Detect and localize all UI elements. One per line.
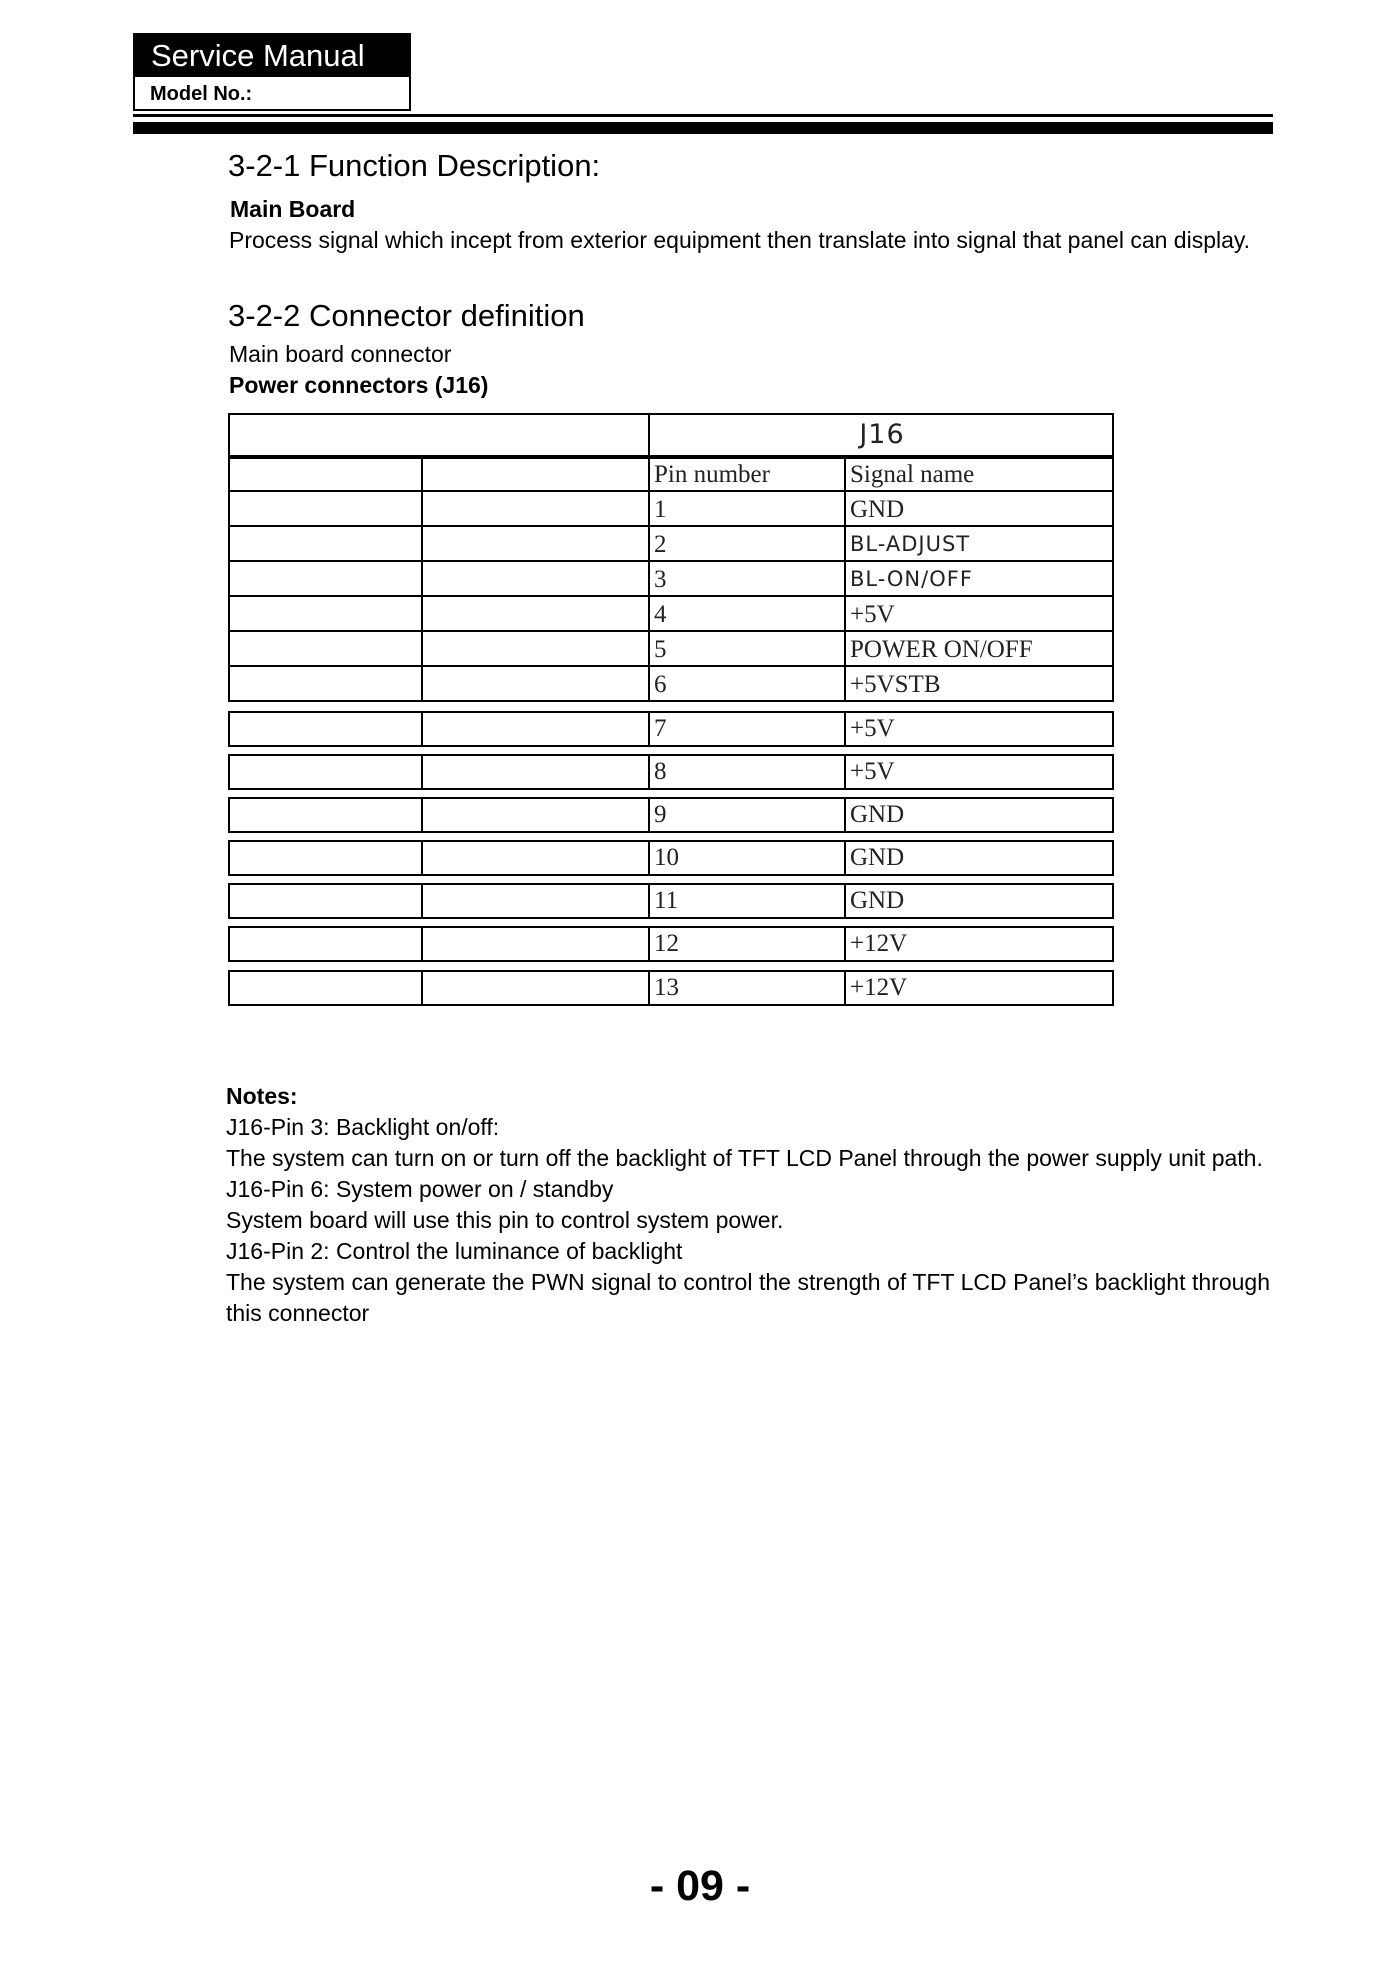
- table-divider: [421, 457, 423, 492]
- signal-name-cell: +5VSTB: [850, 671, 941, 698]
- table-divider: [421, 527, 423, 562]
- signal-name-cell: BL-ON/OFF: [850, 567, 973, 591]
- model-number-label: Model No.:: [150, 83, 253, 105]
- signal-name-cell: GND: [850, 844, 905, 871]
- pin-number-cell: 1: [654, 496, 667, 523]
- pin-number-cell: 4: [654, 601, 667, 628]
- table-divider: [421, 667, 423, 702]
- header-rule-thin: [133, 114, 1273, 117]
- pin-number-cell: 3: [654, 566, 667, 593]
- note-3-title: J16-Pin 2: Control the luminance of backlight: [226, 1238, 683, 1264]
- page-number: - 09 -: [649, 1862, 751, 1910]
- note-2-title: J16-Pin 6: System power on / standby: [226, 1176, 614, 1202]
- header-box: [133, 33, 411, 111]
- note-3-text: The system can generate the PWN signal to control the strength of TFT LCD Panel’s backlight through this connector: [226, 1269, 1270, 1326]
- signal-name-cell: +12V: [850, 974, 908, 1001]
- section-322-line1: Main board connector: [229, 341, 452, 367]
- notes-section: [226, 1081, 1270, 1329]
- signal-name-cell: GND: [850, 801, 905, 828]
- pin-number-cell: 12: [654, 930, 679, 957]
- signal-name-cell: +5V: [850, 758, 895, 785]
- header-rule-thick: [133, 122, 1273, 134]
- pin-number-cell: 8: [654, 758, 667, 785]
- pin-number-cell: 5: [654, 636, 667, 663]
- table-divider: [421, 492, 423, 527]
- column-header-signal: Signal name: [850, 461, 975, 488]
- note-2-text: System board will use this pin to control system power.: [226, 1207, 784, 1233]
- section-321-heading: 3-2-1 Function Description:: [228, 148, 601, 183]
- table-divider: [421, 797, 423, 833]
- signal-name-cell: +12V: [850, 930, 908, 957]
- table-divider: [421, 883, 423, 919]
- table-divider: [421, 597, 423, 632]
- table-divider: [421, 840, 423, 876]
- signal-name-cell: BL-ADJUST: [850, 532, 971, 556]
- table-divider: [421, 632, 423, 667]
- pin-number-cell: 9: [654, 801, 667, 828]
- pin-number-cell: 2: [654, 531, 667, 558]
- section-322-heading: 3-2-2 Connector definition: [228, 298, 585, 333]
- section-321-text: Process signal which incept from exterior equipment then translate into signal that panel can display.: [229, 227, 1251, 253]
- pin-number-cell: 13: [654, 974, 679, 1001]
- note-1-text: The system can turn on or turn off the backlight of TFT LCD Panel through the power supply unit path.: [226, 1145, 1263, 1171]
- notes-title: Notes:: [226, 1083, 298, 1109]
- section-322-line2: Power connectors (J16): [229, 372, 489, 398]
- signal-name-cell: GND: [850, 496, 905, 523]
- table-divider: [421, 970, 423, 1006]
- column-header-pin: Pin number: [654, 461, 770, 488]
- pin-number-cell: 10: [654, 844, 679, 871]
- table-divider: [421, 711, 423, 747]
- table-title: J16: [859, 419, 905, 450]
- signal-name-cell: POWER ON/OFF: [850, 636, 1033, 663]
- signal-name-cell: +5V: [850, 601, 895, 628]
- table-divider: [421, 926, 423, 962]
- signal-name-cell: +5V: [850, 715, 895, 742]
- signal-name-cell: GND: [850, 887, 905, 914]
- header-title: Service Manual: [135, 35, 409, 77]
- section-321-subheading: Main Board: [230, 196, 356, 222]
- table-divider: [421, 562, 423, 597]
- note-1-title: J16-Pin 3: Backlight on/off:: [226, 1114, 500, 1140]
- table-divider: [421, 754, 423, 790]
- pin-number-cell: 6: [654, 671, 667, 698]
- pin-number-cell: 11: [654, 887, 679, 914]
- pin-number-cell: 7: [654, 715, 667, 742]
